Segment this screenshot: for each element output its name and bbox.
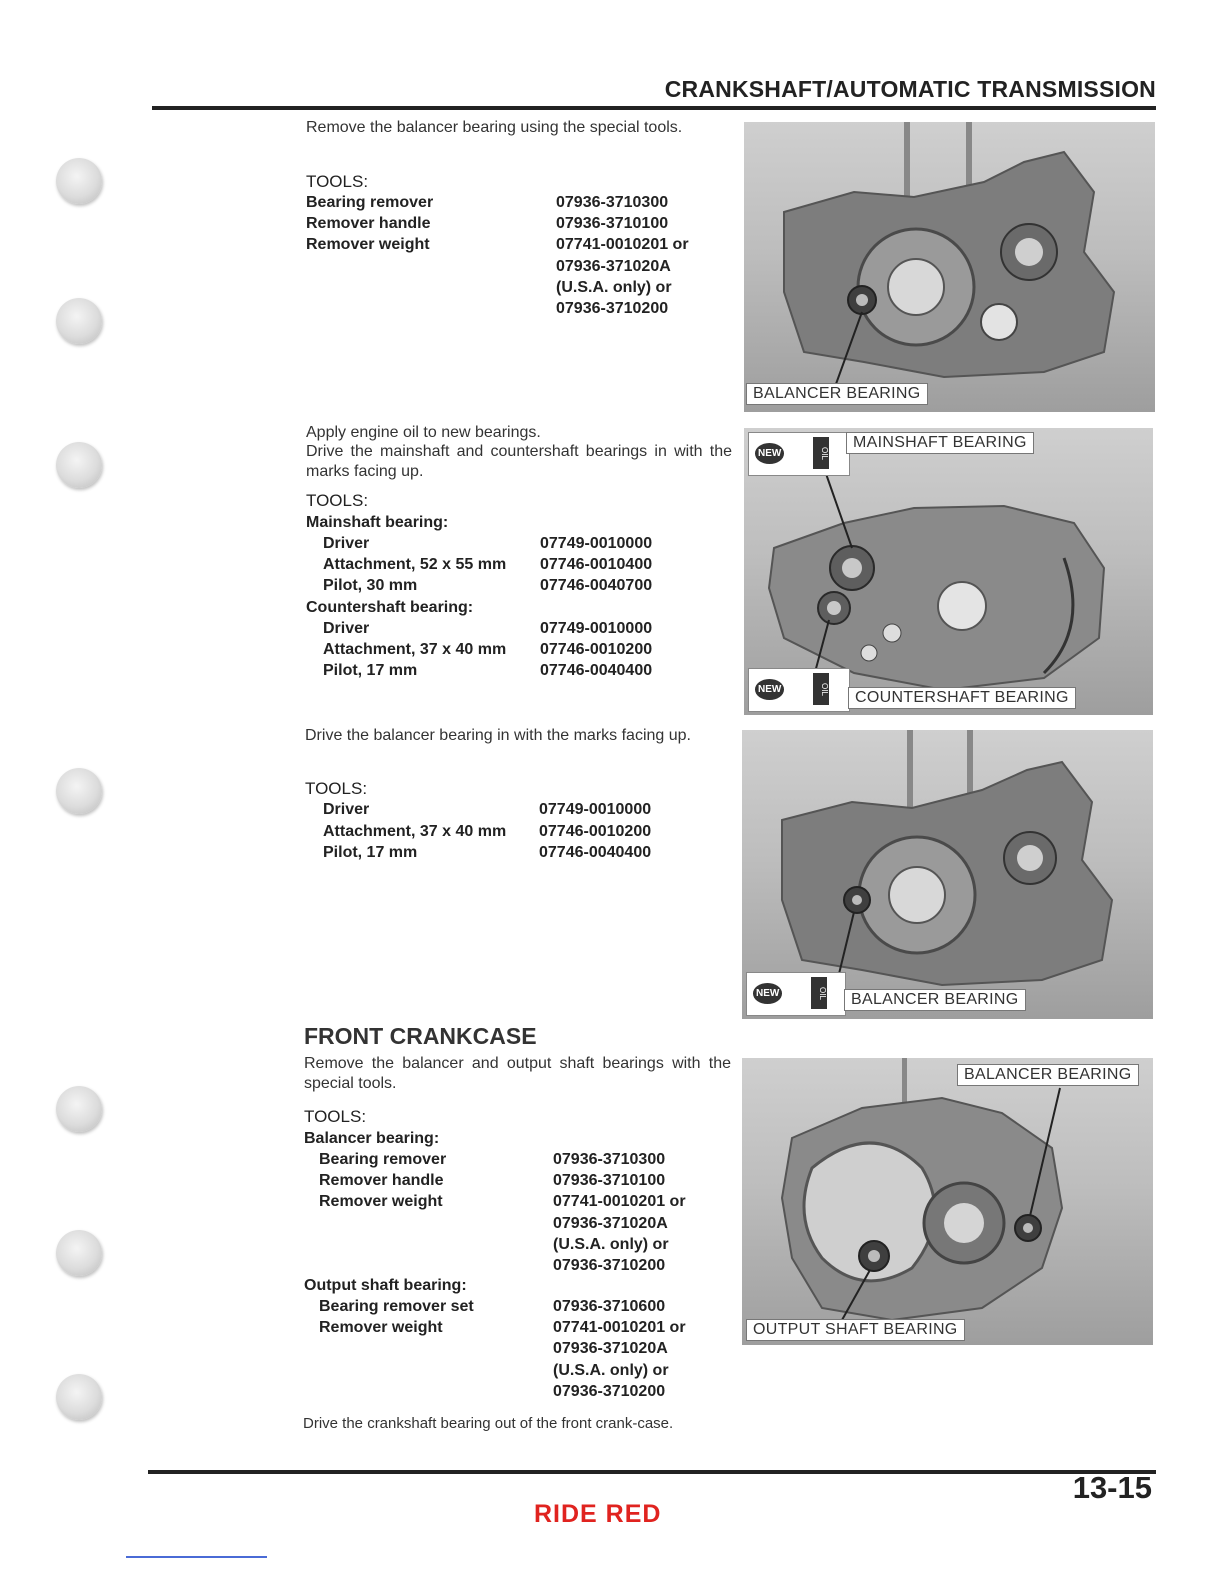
tool-part-number: 07741-0010201 or <box>553 1193 686 1211</box>
footer-link-underline <box>126 1556 267 1558</box>
s4-tools-heading: TOOLS: <box>304 1107 367 1126</box>
fig2-callout-countershaft-bearing: COUNTERSHAFT BEARING <box>848 687 1076 709</box>
tool-part-number: 07936-371020A <box>556 257 671 275</box>
tool-part-number: (U.S.A. only) or <box>553 1235 669 1253</box>
tool-part-number: 07936-3710200 <box>553 1257 666 1274</box>
tool-part-number: 07936-3710200 <box>553 1382 666 1400</box>
tool-part-number: 07936-3710300 <box>553 1151 666 1168</box>
tool-part-number: 07936-3710100 <box>556 215 669 233</box>
fig2-callout-mainshaft-bearing: MAINSHAFT BEARING <box>846 432 1034 454</box>
new-part-icon: NEW <box>753 983 782 1004</box>
tool-part-number: 07746-0010200 <box>540 641 653 658</box>
figure-mainshaft-countershaft-install <box>744 428 1153 715</box>
s2-instruction-2: Drive the mainshaft and countershaft bearings in with the marks facing up. <box>306 443 732 480</box>
tool-part-number: 07746-0040400 <box>539 844 652 861</box>
tool-name: Bearing remover set <box>319 1298 474 1315</box>
crankcase-photo-1 <box>744 122 1155 412</box>
s2-instruction-1: Apply engine oil to new bearings. <box>306 424 541 441</box>
new-part-icon: NEW <box>755 679 784 700</box>
tool-name: Bearing remover <box>319 1151 447 1168</box>
s4-group-output-shaft: Output shaft bearing: <box>304 1277 467 1294</box>
fig2-new-oil-icon-top <box>748 432 850 476</box>
figure-front-crankcase <box>742 1058 1153 1345</box>
s3-instruction: Drive the balancer bearing in with the marks facing up. <box>305 727 691 744</box>
tool-name: Attachment, 52 x 55 mm <box>323 556 507 573</box>
binder-hole <box>56 1086 102 1132</box>
binder-hole <box>56 158 102 204</box>
tool-part-number: 07936-3710300 <box>556 194 669 211</box>
oil-can-icon: OIL <box>813 437 829 469</box>
tool-name: Pilot, 30 mm <box>323 577 418 594</box>
binder-hole <box>56 1230 102 1276</box>
s2-tools-heading: TOOLS: <box>306 491 369 510</box>
s2-group-mainshaft: Mainshaft bearing: <box>306 514 449 531</box>
fig1-callout-balancer-bearing: BALANCER BEARING <box>746 383 928 405</box>
tool-name: Driver <box>323 620 370 637</box>
fig4-callout-output-shaft-bearing: OUTPUT SHAFT BEARING <box>746 1319 965 1341</box>
page-header-title: CRANKSHAFT/AUTOMATIC TRANSMISSION <box>664 76 1156 102</box>
fig3-callout-balancer-bearing: BALANCER BEARING <box>844 989 1026 1011</box>
figure-balancer-bearing-install <box>742 730 1153 1019</box>
tool-name: Remover weight <box>306 236 430 254</box>
tool-name: Driver <box>323 535 370 552</box>
binder-hole <box>56 298 102 344</box>
tool-part-number: 07936-3710100 <box>553 1172 666 1190</box>
brand-logo: RIDE RED <box>534 1500 662 1528</box>
s3-tools-heading: TOOLS: <box>305 779 368 798</box>
tool-name: Remover handle <box>319 1172 444 1190</box>
tool-part-number: 07746-0040700 <box>540 577 653 594</box>
s2-group-countershaft: Countershaft bearing: <box>306 599 474 616</box>
oil-can-icon: OIL <box>813 673 829 705</box>
header-rule <box>152 106 1156 110</box>
tool-part-number: (U.S.A. only) or <box>553 1361 669 1379</box>
s1-instruction: Remove the balancer bearing using the special tools. <box>306 119 683 136</box>
tool-part-number: 07746-0010400 <box>540 556 653 573</box>
page-number: 13-15 <box>1072 1470 1152 1505</box>
tool-part-number: 07936-3710200 <box>556 300 669 317</box>
tool-part-number: 07746-0040400 <box>540 662 653 679</box>
tool-name: Remover handle <box>306 215 431 233</box>
tool-name: Attachment, 37 x 40 mm <box>323 822 507 840</box>
tool-name: Remover weight <box>319 1193 443 1211</box>
figure-balancer-bearing-removal <box>744 122 1155 412</box>
tool-part-number: 07749-0010000 <box>540 535 653 552</box>
crankcase-photo-4 <box>742 1058 1153 1345</box>
fig4-callout-balancer-bearing: BALANCER BEARING <box>957 1064 1139 1086</box>
tool-part-number: 07741-0010201 or <box>556 236 689 254</box>
tool-part-number: 07936-371020A <box>553 1214 668 1232</box>
new-part-icon: NEW <box>755 443 784 464</box>
binder-hole <box>56 768 102 814</box>
tool-part-number: 07936-371020A <box>553 1340 668 1358</box>
tool-name: Driver <box>323 801 370 818</box>
tool-part-number: 07749-0010000 <box>539 801 652 818</box>
tool-name: Attachment, 37 x 40 mm <box>323 641 507 658</box>
tool-name: Remover weight <box>319 1319 443 1337</box>
s4-closing-instruction: Drive the crankshaft bearing out of the front crank-case. <box>303 1415 674 1432</box>
fig3-new-oil-icon <box>746 972 846 1016</box>
tool-name: Bearing remover <box>306 194 434 211</box>
s4-instruction: Remove the balancer and output shaft bearings with the special tools. <box>304 1055 731 1092</box>
fig2-new-oil-icon-bottom <box>748 668 850 712</box>
oil-can-icon: OIL <box>811 977 827 1009</box>
tool-part-number: 07749-0010000 <box>540 620 653 637</box>
tool-part-number: (U.S.A. only) or <box>556 278 672 296</box>
tool-part-number: 07746-0010200 <box>539 822 652 840</box>
tool-name: Pilot, 17 mm <box>323 844 418 861</box>
tool-name: Pilot, 17 mm <box>323 662 418 679</box>
s1-tools-heading: TOOLS: <box>306 172 369 191</box>
front-crankcase-heading: FRONT CRANKCASE <box>304 1023 537 1049</box>
binder-hole <box>56 442 102 488</box>
tool-part-number: 07936-3710600 <box>553 1298 666 1315</box>
tool-part-number: 07741-0010201 or <box>553 1319 686 1337</box>
binder-hole <box>56 1374 102 1420</box>
footer-rule <box>148 1470 1156 1474</box>
s4-group-balancer: Balancer bearing: <box>304 1130 440 1147</box>
